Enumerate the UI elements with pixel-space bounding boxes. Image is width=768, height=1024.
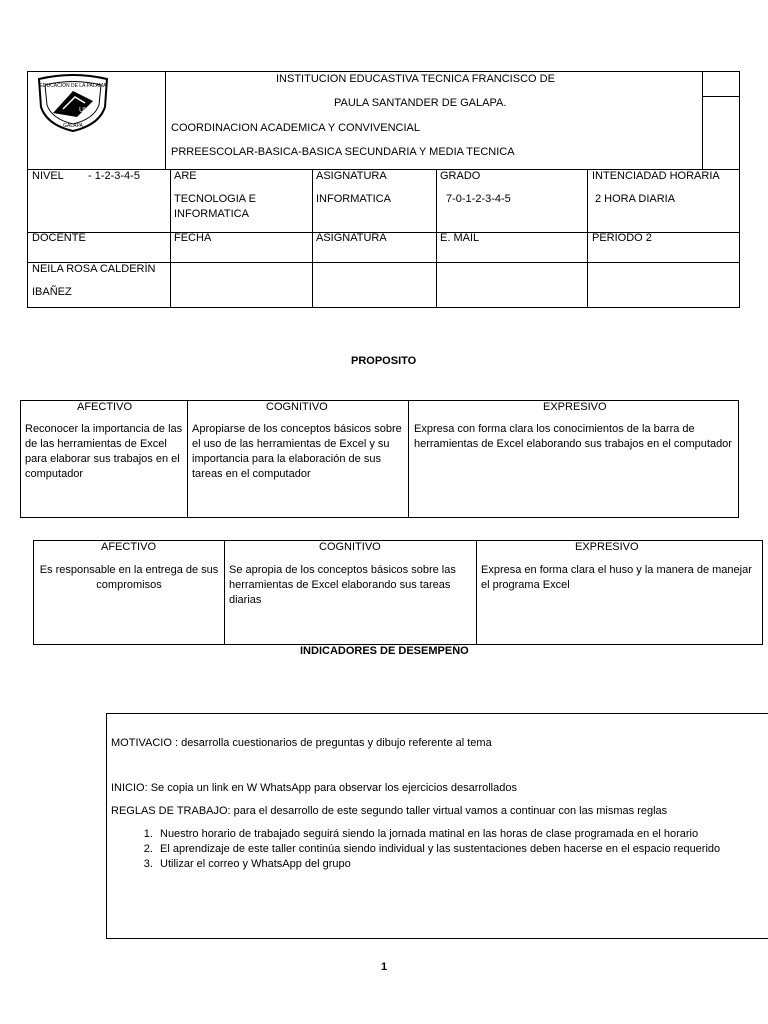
header-right-divider	[702, 71, 703, 169]
inicio-text: INICIO: Se copia un link en W WhatsApp para observar los ejercicios desarrollados	[111, 782, 517, 794]
docente-name-line1: NEILA ROSA CALDERÍN	[32, 263, 156, 275]
page-number: 1	[381, 961, 388, 973]
proposito-col-1	[187, 400, 188, 518]
proposito-cognitivo-header: COGNITIVO	[266, 401, 328, 413]
svg-text:UK: UK	[79, 107, 89, 114]
institution-name-line1: INSTITUCION EDUCASTIVA TECNICA FRANCISCO DE	[276, 73, 555, 85]
rules-list	[106, 827, 760, 872]
intensidad-label: INTENCIADAD HORARIA	[592, 170, 720, 182]
reglas-text: REGLAS DE TRABAJO: para el desarrollo de este segundo taller virtual vamos a continuar con las mismas reglas	[111, 805, 668, 817]
indicadores-cognitivo-header: COGNITIVO	[319, 541, 381, 553]
docente-label: DOCENTE	[32, 232, 86, 244]
motivacion-text: MOTIVACIO : desarrolla cuestionarios de preguntas y dibujo referente al tema	[111, 737, 492, 749]
svg-text:EDUCACION DE LA PALAMA: EDUCACION DE LA PALAMA	[39, 83, 107, 89]
grado-value: 7-0-1-2-3-4-5	[446, 193, 511, 205]
shield-icon	[33, 73, 113, 133]
proposito-afectivo-header: AFECTIVO	[77, 401, 133, 413]
col-line-4	[587, 169, 588, 308]
col-line-2	[312, 169, 313, 308]
proposito-afectivo-text: Reconocer la importancia de las de las herramientas de Excel para elaborar sus trabajos en el computador	[25, 423, 183, 480]
indicadores-title: INDICADORES DE DESEMPEÑO	[300, 645, 469, 657]
proposito-title: PROPOSITO	[351, 355, 417, 367]
asignatura-label: ASIGNATURA	[316, 170, 387, 182]
levels-line: PRREESCOLAR-BASICA-BASICA SECUNDARIA Y MEDIA TECNICA	[171, 146, 515, 158]
header-right-split	[702, 96, 740, 97]
col-line-3	[436, 169, 437, 308]
intensidad-value: 2 HORA DIARIA	[595, 193, 676, 205]
asignatura-value: INFORMATICA	[316, 193, 391, 205]
fecha-label: FECHA	[174, 232, 212, 244]
proposito-col-2	[408, 400, 409, 518]
indicadores-col-1	[224, 540, 225, 645]
indicadores-afectivo-text: Es responsable en la entrega de sus compromisos	[39, 564, 219, 591]
are-value-1: TECNOLOGIA E	[174, 193, 256, 205]
proposito-cognitivo-text: Apropiarse de los conceptos básicos sobre el uso de las herramientas de Excel y su importancia para la elaboración de sus tareas en el computador	[192, 423, 402, 480]
school-logo	[33, 73, 113, 133]
rules-list-item: 2. El aprendizaje de este taller continúa siendo individual y las sustentaciones deben hacerse en el espacio requerido	[156, 842, 760, 857]
are-value-2: INFORMATICA	[174, 208, 249, 220]
coordination-line: COORDINACION ACADEMICA Y CONVIVENCIAL	[171, 122, 420, 134]
indicadores-col-2	[476, 540, 477, 645]
rules-list-item: 1. Nuestro horario de trabajado seguirá siendo la jornada matinal en las horas de clase programada en el horario	[156, 827, 760, 842]
institution-name-line2: PAULA SANTANDER DE GALAPA.	[334, 97, 507, 109]
asignatura2-label: ASIGNATURA	[316, 232, 387, 244]
indicadores-cognitivo-text: Se apropia de los conceptos básicos sobre las herramientas de Excel elaborando sus tareas diarias	[229, 564, 456, 606]
svg-text:GALAPA: GALAPA	[63, 123, 83, 129]
header-divider	[165, 71, 166, 169]
indicadores-afectivo-header: AFECTIVO	[101, 541, 157, 553]
col-line-1	[170, 169, 171, 308]
nivel-label: NIVEL	[32, 170, 64, 182]
indicadores-expresivo-text: Expresa en forma clara el huso y la manera de manejar el programa Excel	[481, 564, 752, 591]
grado-label: GRADO	[440, 170, 481, 182]
proposito-expresivo-text: Expresa con forma clara los conocimientos de la barra de herramientas de Excel elaborando sus trabajos en el computador	[414, 423, 732, 450]
are-label: ARE	[174, 170, 197, 182]
docente-name-line2: IBAÑEZ	[32, 286, 72, 298]
indicadores-expresivo-header: EXPRESIVO	[575, 541, 639, 553]
periodo-label: PERIODO 2	[592, 232, 652, 244]
nivel-value: - 1-2-3-4-5	[88, 170, 140, 182]
rules-list-item: 3. Utilizar el correo y WhatsApp del grupo	[156, 857, 760, 872]
email-label: E. MAIL	[440, 232, 480, 244]
proposito-expresivo-header: EXPRESIVO	[543, 401, 607, 413]
